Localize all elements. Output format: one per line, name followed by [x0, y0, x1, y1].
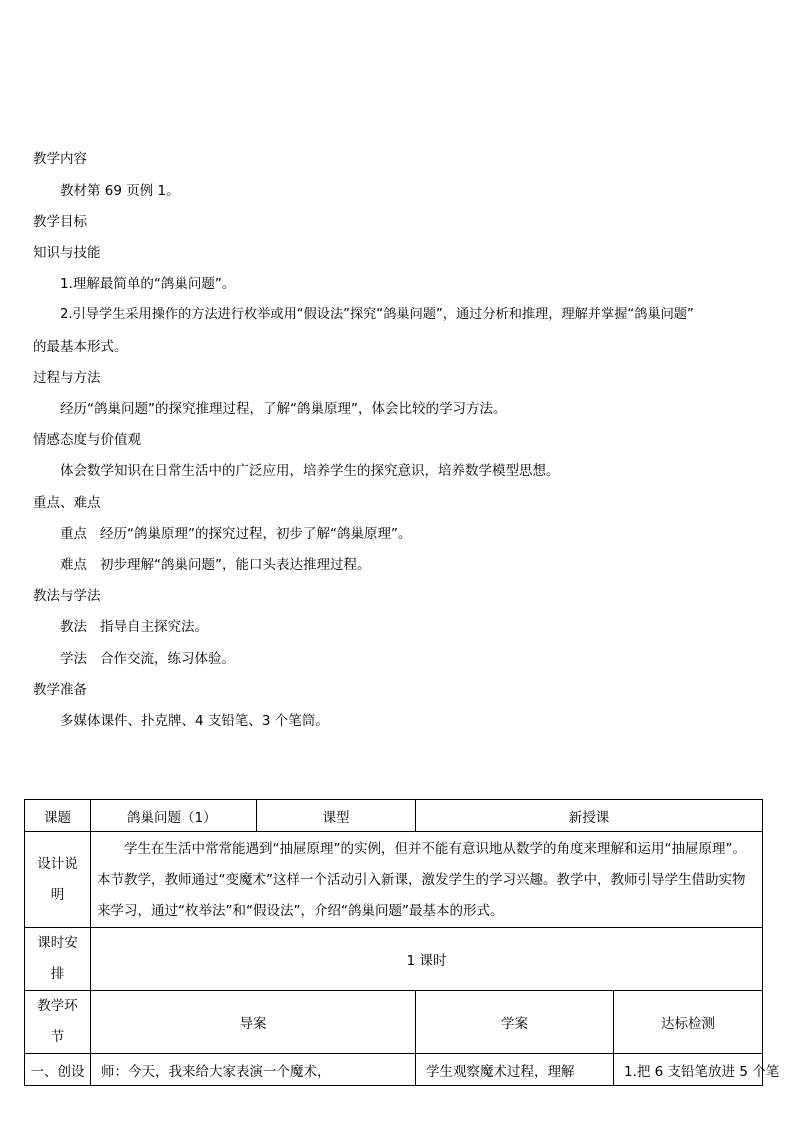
table-row — [25, 832, 763, 928]
process-text: 经历“鸽巢问题”的探究推理过程，了解“鸽巢原理”，体会比较的学习方法。 — [60, 401, 507, 417]
heading-process-method: 过程与方法 — [33, 370, 101, 386]
row1-stage: 一、创设 — [25, 1054, 91, 1086]
heading-key-difficult: 重点、难点 — [33, 495, 101, 511]
topic-value: 鸽巢问题（1） — [91, 800, 257, 832]
row1-check: 1.把 6 支铅笔放进 5 个笔 — [614, 1054, 763, 1086]
heading-methods: 教法与学法 — [33, 588, 101, 604]
guide-column-header: 导案 — [91, 991, 416, 1054]
hours-label — [25, 928, 91, 991]
learning-method-text: 合作交流，练习体验。 — [100, 651, 235, 667]
teaching-method — [60, 617, 208, 637]
heading-knowledge-skills: 知识与技能 — [33, 245, 101, 261]
lesson-type-value: 新授课 — [416, 800, 763, 832]
design-text: 学生在生活中常常能遇到“抽屉原理”的实例，但并不能有意识地从数学的角度来理解和运用“抽屉原理”。本节教学，教师通过“变魔术”这样一个活动引入新课，激发学生的学习兴趣。教学中，教师引导学生借助实物来学习，通过“枚举法”和“假设法”，介绍“鸽巢问题”最基本的形式。 — [91, 832, 763, 928]
difficult-point — [60, 555, 371, 575]
stage-label-line2: 节 — [50, 1029, 65, 1045]
design-label-line1: 设计说 — [37, 855, 78, 872]
table-row — [25, 1054, 763, 1086]
stage-label-line1: 教学环 — [37, 998, 78, 1014]
learning-method-label: 学法 — [60, 651, 87, 667]
table-row — [25, 991, 763, 1054]
topic-label: 课题 — [25, 800, 91, 832]
content-text: 教材第 69 页例 1。 — [60, 183, 180, 199]
knowledge-item-1: 1.理解最简单的“鸽巢问题”。 — [60, 276, 236, 292]
teaching-method-text: 指导自主探究法。 — [100, 619, 208, 635]
row1-guide: 师：今天，我来给大家表演一个魔术， — [91, 1054, 416, 1086]
hours-value: 1 课时 — [91, 928, 763, 991]
table-row — [25, 800, 763, 832]
study-column-header: 学案 — [416, 991, 614, 1054]
row1-study: 学生观察魔术过程，理解 — [416, 1054, 614, 1086]
lesson-type-label: 课型 — [257, 800, 416, 832]
heading-teaching-goals: 教学目标 — [33, 214, 87, 230]
key-point — [60, 524, 411, 544]
heading-preparation: 教学准备 — [33, 682, 87, 698]
lesson-plan-table — [24, 799, 780, 1086]
teaching-method-label: 教法 — [60, 619, 87, 635]
knowledge-item-2: 2.引导学生采用操作的方法进行枚举或用“假设法”探究“鸽巢问题”，通过分析和推理，理解并掌握“鸽巢问题” — [60, 307, 694, 322]
difficult-text: 初步理解“鸽巢问题”，能口头表达推理过程。 — [100, 557, 371, 573]
stage-label — [25, 991, 91, 1054]
key-text: 经历“鸽巢原理”的探究过程，初步了解“鸽巢原理”。 — [100, 526, 412, 542]
emotion-text: 体会数学知识在日常生活中的广泛应用，培养学生的探究意识，培养数学模型思想。 — [60, 463, 560, 479]
hours-label-line2: 排 — [50, 966, 65, 982]
knowledge-item-2-cont: 的最基本形式。 — [33, 339, 128, 355]
heading-emotion: 情感态度与价值观 — [33, 432, 141, 448]
design-label-line2: 明 — [50, 886, 65, 903]
table-row — [25, 928, 763, 991]
key-label: 重点 — [60, 526, 87, 542]
check-column-header: 达标检测 — [614, 991, 763, 1054]
heading-teaching-content: 教学内容 — [33, 151, 87, 167]
hours-label-line1: 课时安 — [37, 935, 78, 951]
design-label — [25, 832, 91, 928]
learning-method — [60, 649, 235, 669]
difficult-label: 难点 — [60, 557, 87, 573]
preparation-text: 多媒体课件、扑克牌、4 支铅笔、3 个笔筒。 — [60, 713, 329, 729]
